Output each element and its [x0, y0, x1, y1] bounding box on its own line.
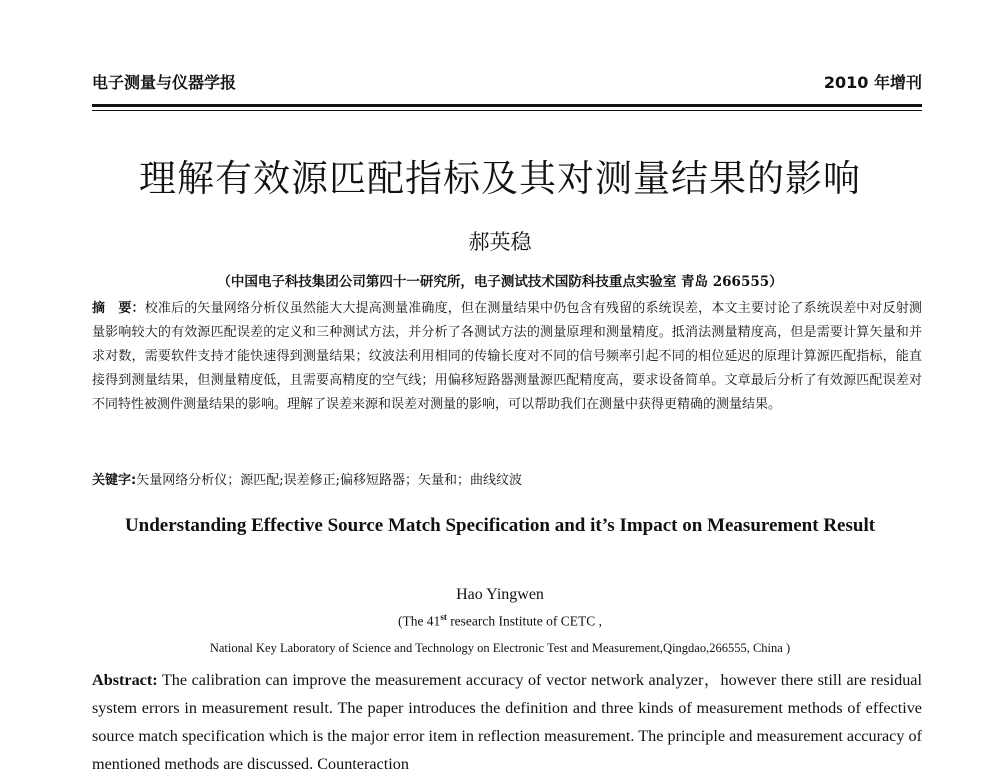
english-affiliation-post: research Institute of CETC ,: [446, 613, 603, 629]
header-rule-thick: [92, 104, 922, 107]
chinese-affiliation: （中国电子科技集团公司第四十一研究所，电子测试技术国防科技重点实验室 青岛 266555）: [217, 274, 783, 290]
header-rule-thin: [92, 110, 922, 111]
english-affiliation-sup: st: [440, 612, 447, 622]
english-affiliation-line2: National Key Laboratory of Science and Technology on Electronic Test and Measurement,Qingdao,266555, China ): [209, 641, 791, 655]
journal-name: 电子测量与仪器学报: [92, 73, 237, 92]
english-abstract-label: Abstract:: [92, 671, 158, 689]
running-header: [92, 70, 922, 96]
english-abstract: [92, 666, 922, 778]
chinese-keywords: [92, 470, 922, 492]
chinese-abstract: [92, 297, 922, 417]
english-affiliation-line1: [0, 612, 1000, 630]
chinese-title: 理解有效源匹配指标及其对测量结果的影响: [139, 157, 861, 200]
issue-label: 2010 年增刊: [823, 73, 922, 92]
chinese-keywords-text: 矢量网络分析仪；源匹配;误差修正;偏移短路器；矢量和；曲线纹波: [136, 473, 522, 488]
chinese-abstract-label: 摘 要：: [92, 301, 145, 316]
chinese-abstract-text: 校准后的矢量网络分析仪虽然能大大提高测量准确度，但在测量结果中仍包含有残留的系统误差，本文主要讨论了系统误差中对反射测量影响较大的有效源匹配误差的定义和三种测试方法，并分析了各测试方法的测量原理和测量精度。抵消法测量精度高，但是需要计算矢量和并求对数，需要软件支持才能快速得到测量结果；纹波法利用相同的传输长度对不同的信号频率引起不同的相位延迟的原理计算源匹配指标，能直接得到测量结果，但测量精度低，且需要高精度的空气线；用偏移短路器测量源匹配精度高，要求设备简单。文章最后分析了有效源匹配误差对不同特性被测件测量结果的影响。理解了误差来源和误差对测量的影响，可以帮助我们在测量中获得更精确的测量结果。: [92, 301, 922, 412]
chinese-author: 郝英稳: [468, 230, 532, 254]
english-author: Hao Yingwen: [456, 586, 544, 603]
english-title: Understanding Effective Source Match Specification and it’s Impact on Measurement Result: [124, 515, 876, 536]
chinese-keywords-label: 关键字:: [92, 473, 137, 488]
english-affiliation-pre: (The 41: [397, 613, 441, 629]
english-abstract-text: The calibration can improve the measurement accuracy of vector network analyzer，however there still are residual system errors in measurement result. The paper introduces the definition and three kinds of measurement methods of effective source match specification which is the major error item in reflection measurement. The principle and measurement accuracy of mentioned methods are discussed. Counteraction: [92, 671, 922, 773]
